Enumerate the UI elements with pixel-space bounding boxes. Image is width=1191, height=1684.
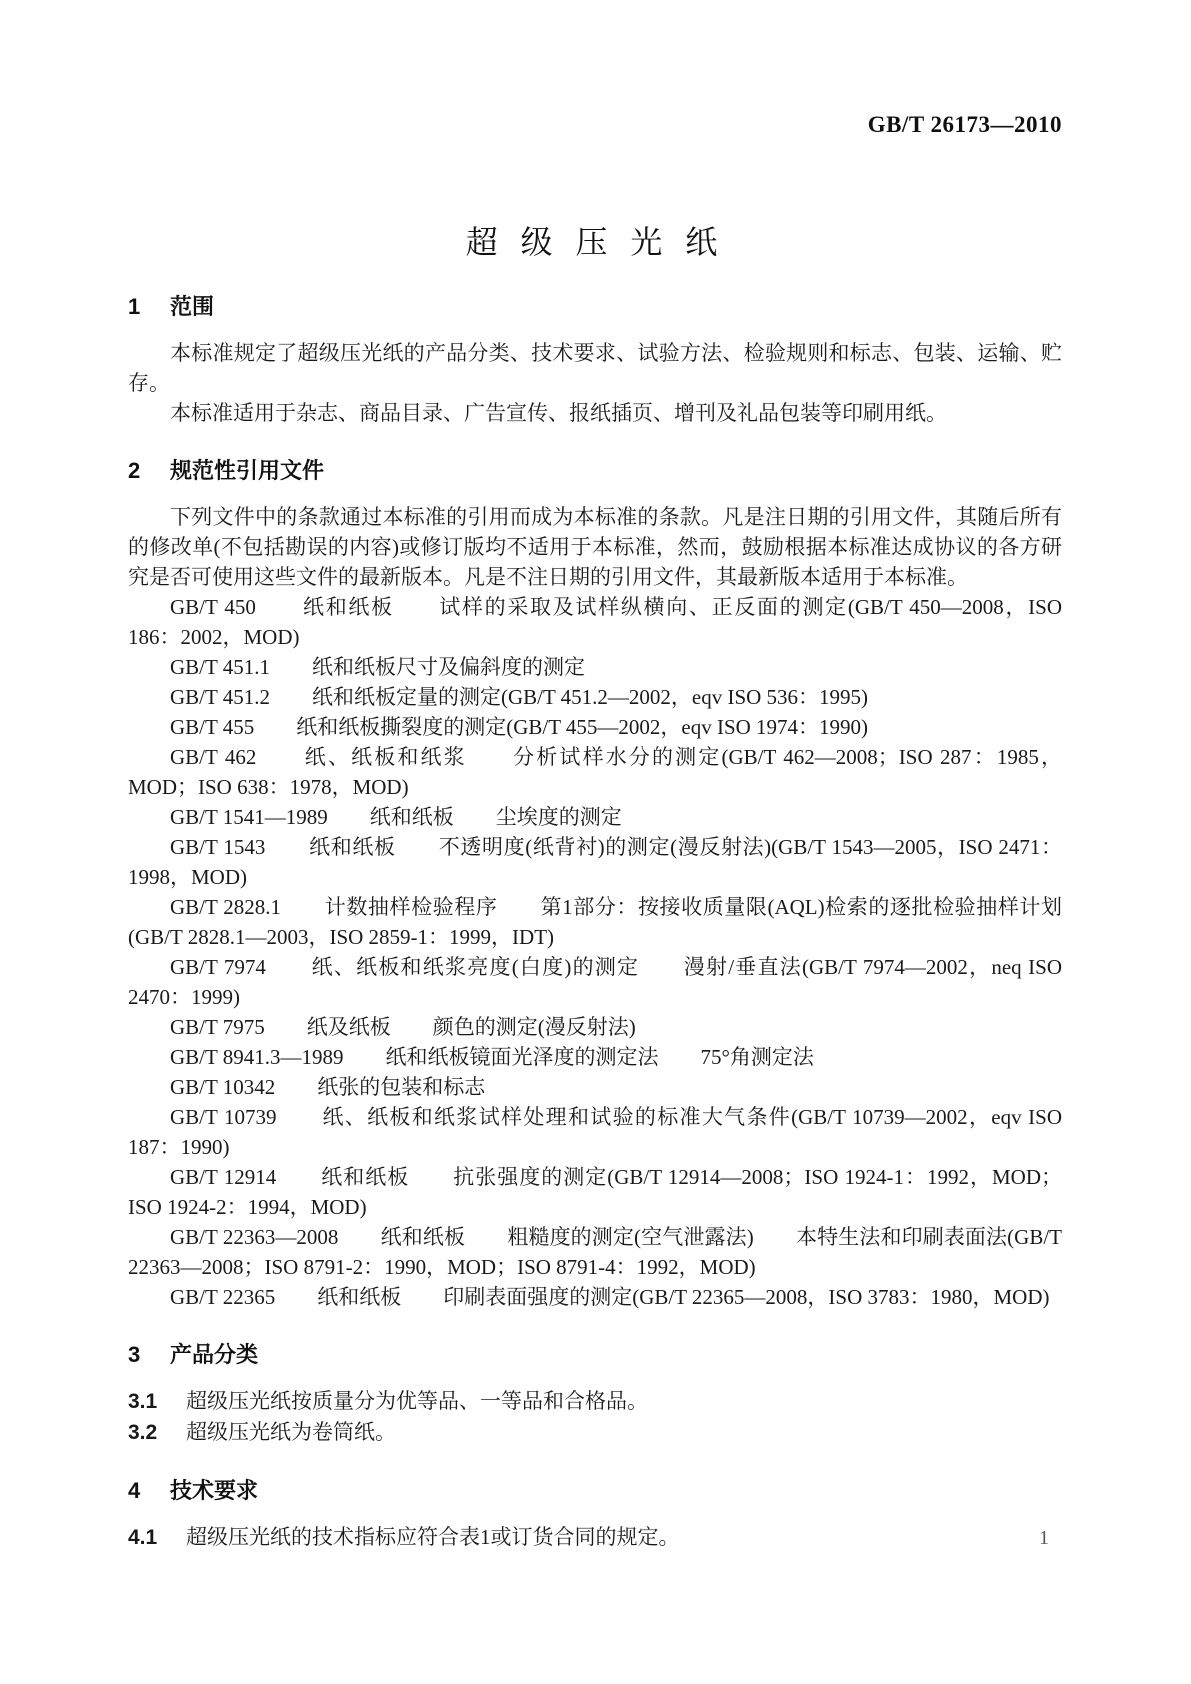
clause-number: 4.1 bbox=[128, 1526, 158, 1549]
reference-item: GB/T 10342 纸张的包装和标志 bbox=[170, 1075, 486, 1099]
paragraph: 下列文件中的条款通过本标准的引用而成为本标准的条款。凡是注日期的引用文件，其随后所有的修改单(不包括勘误的内容)或修订版均不适用于本标准，然而，鼓励根据本标准达成协议的各方研究是否可使用这些文件的最新版本。凡是不注日期的引用文件，其最新版本适用于本标准。 bbox=[128, 505, 1062, 589]
reference-item: GB/T 1543 纸和纸板 不透明度(纸背衬)的测定(漫反射法)(GB/T 1543—2005，ISO 2471：1998，MOD) bbox=[128, 835, 1062, 889]
paragraph: 本标准规定了超级压光纸的产品分类、技术要求、试验方法、检验规则和标志、包装、运输、贮存。 bbox=[128, 341, 1062, 395]
section-heading-technical-requirements bbox=[128, 1476, 1062, 1506]
clause-number: 3.1 bbox=[128, 1390, 158, 1413]
clause-number: 3.2 bbox=[128, 1421, 158, 1444]
clause-text: 超级压光纸的技术指标应符合表1或订货合同的规定。 bbox=[186, 1525, 680, 1549]
section-technical-requirements bbox=[128, 1476, 1062, 1553]
document-title: 超 级 压 光 纸 bbox=[465, 224, 725, 260]
section-title-text: 技术要求 bbox=[170, 1478, 259, 1503]
section-heading-product-classification bbox=[128, 1340, 1062, 1370]
reference-item: GB/T 22363—2008 纸和纸板 粗糙度的测定(空气泄露法) 本特生法和印刷表面法(GB/T 22363—2008；ISO 8791-2：1990，MOD；ISO 8791-4：1992，MOD) bbox=[128, 1225, 1062, 1279]
section-heading-normative-references bbox=[128, 456, 1062, 486]
reference-item: GB/T 7974 纸、纸板和纸浆亮度(白度)的测定 漫射/垂直法(GB/T 7974—2002，neq ISO 2470：1999) bbox=[128, 955, 1062, 1009]
reference-item: GB/T 2828.1 计数抽样检验程序 第1部分：按接收质量限(AQL)检索的逐批检验抽样计划(GB/T 2828.1—2003，ISO 2859-1：1999，IDT) bbox=[128, 895, 1062, 949]
section-title-text: 规范性引用文件 bbox=[170, 458, 325, 483]
section-number: 2 bbox=[128, 458, 141, 483]
page-number: 1 bbox=[1039, 1527, 1049, 1549]
section-title-text: 范围 bbox=[170, 294, 215, 319]
reference-item: GB/T 7975 纸及纸板 颜色的测定(漫反射法) bbox=[170, 1015, 636, 1039]
clause-text: 超级压光纸按质量分为优等品、一等品和合格品。 bbox=[186, 1389, 648, 1413]
section-number: 3 bbox=[128, 1342, 141, 1367]
reference-item: GB/T 22365 纸和纸板 印刷表面强度的测定(GB/T 22365—2008，ISO 3783：1980，MOD) bbox=[170, 1285, 1050, 1309]
reference-item: GB/T 1541—1989 纸和纸板 尘埃度的测定 bbox=[170, 805, 622, 829]
section-title-text: 产品分类 bbox=[170, 1342, 259, 1367]
section-product-classification bbox=[128, 1340, 1062, 1448]
reference-item: GB/T 451.2 纸和纸板定量的测定(GB/T 451.2—2002，eqv ISO 536：1995) bbox=[170, 685, 869, 709]
standard-code: GB/T 26173—2010 bbox=[867, 112, 1062, 137]
reference-item: GB/T 462 纸、纸板和纸浆 分析试样水分的测定(GB/T 462—2008；ISO 287：1985，MOD；ISO 638：1978，MOD) bbox=[128, 745, 1062, 799]
reference-item: GB/T 8941.3—1989 纸和纸板镜面光泽度的测定法 75°角测定法 bbox=[170, 1045, 814, 1069]
clause bbox=[128, 1386, 1062, 1417]
clause bbox=[128, 1417, 1062, 1448]
clause bbox=[128, 1522, 1062, 1553]
paragraph: 本标准适用于杂志、商品目录、广告宣传、报纸插页、增刊及礼品包装等印刷用纸。 bbox=[170, 401, 947, 425]
clause-text: 超级压光纸为卷筒纸。 bbox=[186, 1420, 396, 1444]
reference-item: GB/T 10739 纸、纸板和纸浆试样处理和试验的标准大气条件(GB/T 10739—2002，eqv ISO 187：1990) bbox=[128, 1105, 1062, 1159]
section-number: 1 bbox=[128, 294, 141, 319]
reference-item: GB/T 455 纸和纸板撕裂度的测定(GB/T 455—2002，eqv ISO 1974：1990) bbox=[170, 715, 869, 739]
reference-item: GB/T 450 纸和纸板 试样的采取及试样纵横向、正反面的测定(GB/T 450—2008，ISO 186：2002，MOD) bbox=[128, 595, 1062, 649]
section-normative-references bbox=[128, 456, 1062, 1312]
section-heading-scope bbox=[128, 292, 1062, 322]
section-number: 4 bbox=[128, 1478, 141, 1503]
reference-item: GB/T 12914 纸和纸板 抗张强度的测定(GB/T 12914—2008；ISO 1924-1：1992，MOD；ISO 1924-2：1994，MOD) bbox=[128, 1165, 1062, 1219]
section-scope bbox=[128, 292, 1062, 428]
reference-item: GB/T 451.1 纸和纸板尺寸及偏斜度的测定 bbox=[170, 655, 585, 679]
